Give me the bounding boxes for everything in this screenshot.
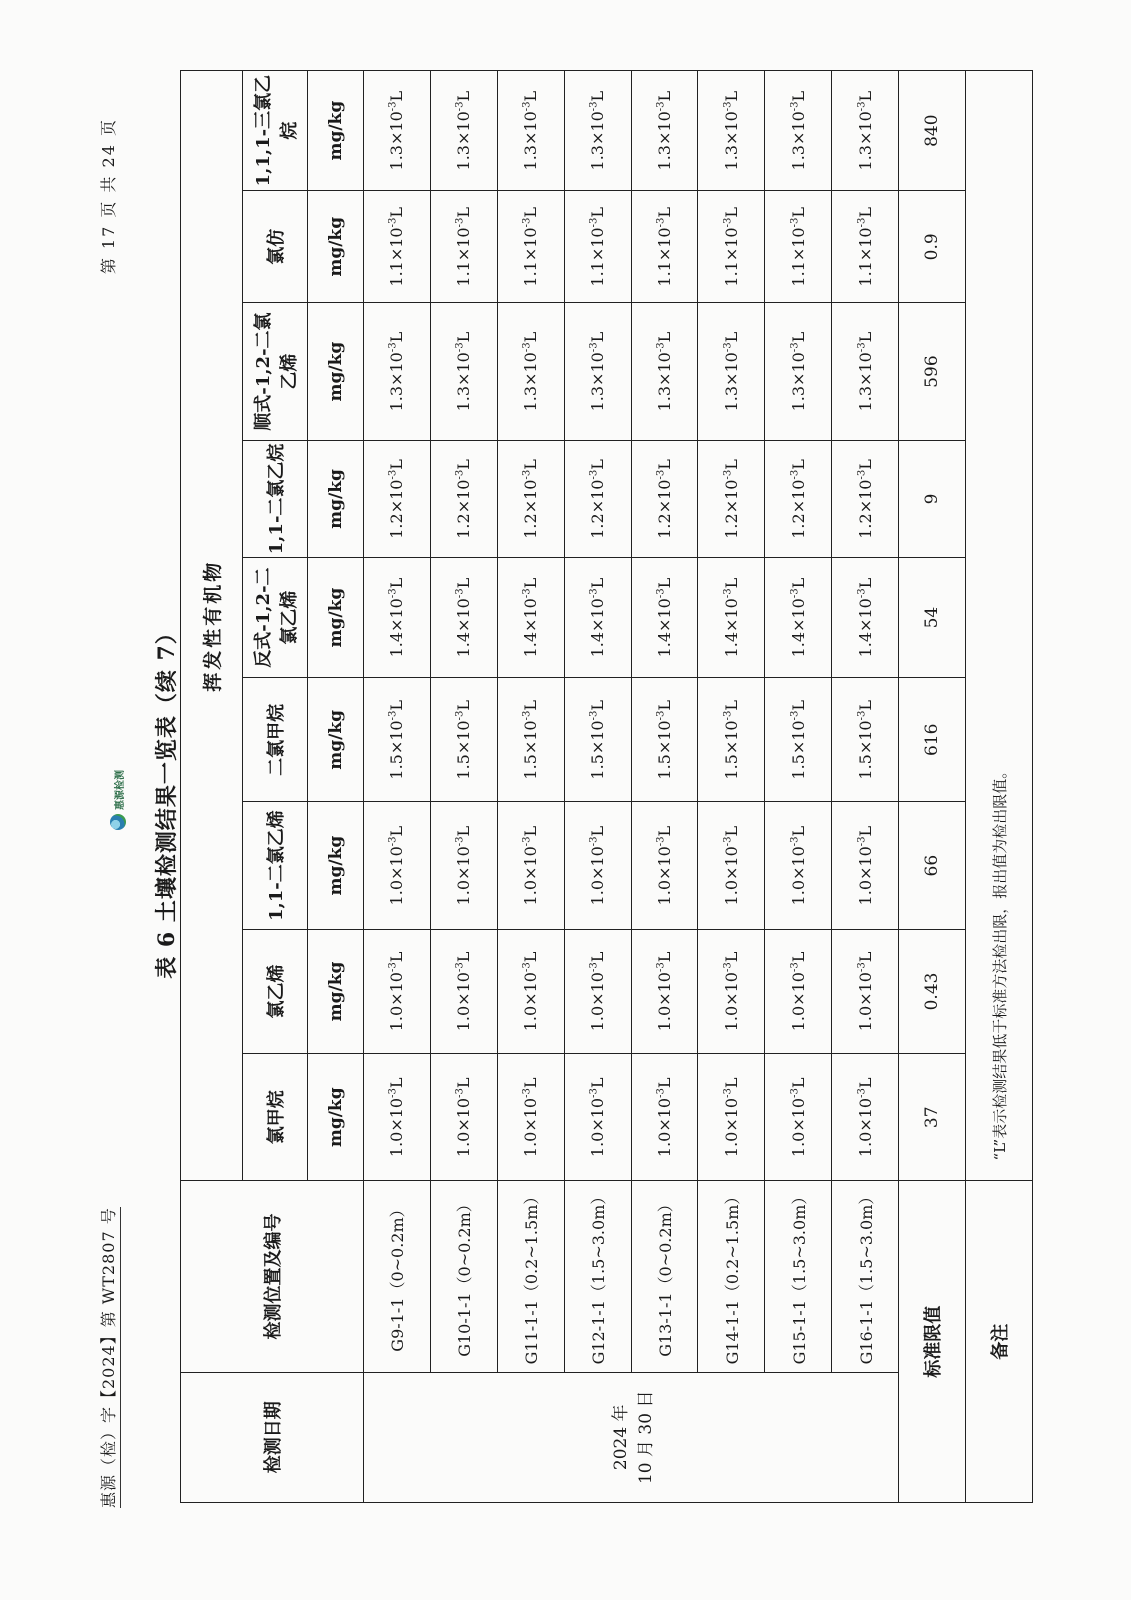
result-value: $1.5\times 10^{-3}L$ [364, 678, 431, 802]
result-value: $1.4\times 10^{-3}L$ [497, 558, 564, 678]
result-value: $1.3\times 10^{-3}L$ [497, 303, 564, 441]
sample-location: G14-1-1（0.2~1.5m） [698, 1181, 765, 1372]
result-value: $1.1\times 10^{-3}L$ [698, 191, 765, 303]
header-analyte: 氯甲烷 [243, 1054, 308, 1181]
header-analyte: 1,1-二氯乙烷 [243, 440, 308, 557]
result-value: $1.3\times 10^{-3}L$ [832, 71, 899, 191]
header-date: 检测日期 [181, 1372, 364, 1502]
result-value: $1.1\times 10^{-3}L$ [564, 191, 631, 303]
result-value: $1.4\times 10^{-3}L$ [564, 558, 631, 678]
result-value: $1.2\times 10^{-3}L$ [698, 440, 765, 557]
result-value: $1.1\times 10^{-3}L$ [832, 191, 899, 303]
result-value: $1.4\times 10^{-3}L$ [698, 558, 765, 678]
result-value: $1.2\times 10^{-3}L$ [832, 440, 899, 557]
result-value: $1.0\times 10^{-3}L$ [765, 929, 832, 1053]
table-row [430, 71, 497, 1503]
header-unit: mg/kg [308, 1054, 364, 1181]
sample-location: G9-1-1（0~0.2m） [364, 1181, 431, 1372]
results-table [180, 70, 1033, 1503]
limit-value: 54 [899, 558, 966, 678]
result-value: $1.4\times 10^{-3}L$ [832, 558, 899, 678]
table-row [497, 71, 564, 1503]
sample-location: G16-1-1（1.5~3.0m） [832, 1181, 899, 1372]
limit-value: 0.9 [899, 191, 966, 303]
header-analyte: 反式-1,2-二氯乙烯 [243, 558, 308, 678]
result-value: $1.5\times 10^{-3}L$ [631, 678, 698, 802]
result-value: $1.3\times 10^{-3}L$ [364, 303, 431, 441]
result-value: $1.5\times 10^{-3}L$ [497, 678, 564, 802]
page-number: 第 17 页 共 24 页 [99, 118, 118, 275]
header-analyte: 1,1-二氯乙烯 [243, 802, 308, 929]
result-value: $1.0\times 10^{-3}L$ [631, 1054, 698, 1181]
header-location: 检测位置及编号 [181, 1181, 364, 1372]
result-value: $1.0\times 10^{-3}L$ [497, 929, 564, 1053]
header-analyte: 1,1,1-三氯乙烷 [243, 71, 308, 191]
result-value: $1.3\times 10^{-3}L$ [765, 303, 832, 441]
table-row [631, 71, 698, 1503]
result-value: $1.1\times 10^{-3}L$ [364, 191, 431, 303]
header-analyte: 氯乙烯 [243, 929, 308, 1053]
result-value: $1.1\times 10^{-3}L$ [765, 191, 832, 303]
header-unit: mg/kg [308, 71, 364, 191]
header-unit: mg/kg [308, 678, 364, 802]
header-category: 挥发性有机物 [181, 71, 243, 1181]
sample-location: G12-1-1（1.5~3.0m） [564, 1181, 631, 1372]
result-value: $1.0\times 10^{-3}L$ [631, 802, 698, 929]
result-value: $1.5\times 10^{-3}L$ [698, 678, 765, 802]
result-value: $1.3\times 10^{-3}L$ [497, 71, 564, 191]
result-value: $1.3\times 10^{-3}L$ [832, 303, 899, 441]
result-value: $1.0\times 10^{-3}L$ [631, 929, 698, 1053]
result-value: $1.0\times 10^{-3}L$ [364, 1054, 431, 1181]
result-value: $1.0\times 10^{-3}L$ [698, 929, 765, 1053]
limit-value: 0.43 [899, 929, 966, 1053]
result-value: $1.3\times 10^{-3}L$ [765, 71, 832, 191]
sampling-date: 2024 年 10 月 30 日 [364, 1372, 899, 1502]
result-value: $1.0\times 10^{-3}L$ [832, 929, 899, 1053]
result-value: $1.3\times 10^{-3}L$ [698, 303, 765, 441]
table-row [564, 71, 631, 1503]
result-value: $1.3\times 10^{-3}L$ [564, 303, 631, 441]
header-analyte: 氯仿 [243, 191, 308, 303]
logo-icon [110, 814, 126, 830]
remark-label: 备注 [966, 1181, 1033, 1503]
result-value: $1.1\times 10^{-3}L$ [631, 191, 698, 303]
result-value: $1.0\times 10^{-3}L$ [497, 1054, 564, 1181]
result-value: $1.4\times 10^{-3}L$ [430, 558, 497, 678]
result-value: $1.0\times 10^{-3}L$ [430, 802, 497, 929]
header-analyte: 顺式-1,2-二氯乙烯 [243, 303, 308, 441]
result-value: $1.0\times 10^{-3}L$ [698, 1054, 765, 1181]
header-unit: mg/kg [308, 558, 364, 678]
result-value: $1.0\times 10^{-3}L$ [430, 1054, 497, 1181]
result-value: $1.4\times 10^{-3}L$ [631, 558, 698, 678]
remark-text: “L”表示检测结果低于标准方法检出限，报出值为检出限值。 [966, 71, 1033, 1181]
result-value: $1.0\times 10^{-3}L$ [765, 802, 832, 929]
result-value: $1.0\times 10^{-3}L$ [564, 929, 631, 1053]
result-value: $1.2\times 10^{-3}L$ [765, 440, 832, 557]
header-unit: mg/kg [308, 303, 364, 441]
result-value: $1.3\times 10^{-3}L$ [698, 71, 765, 191]
result-value: $1.1\times 10^{-3}L$ [430, 191, 497, 303]
sample-location: G11-1-1（0.2~1.5m） [497, 1181, 564, 1372]
table-row [832, 71, 899, 1503]
table-row [698, 71, 765, 1503]
sample-location: G13-1-1（0~0.2m） [631, 1181, 698, 1372]
result-value: $1.3\times 10^{-3}L$ [364, 71, 431, 191]
result-value: $1.0\times 10^{-3}L$ [698, 802, 765, 929]
limit-value: 840 [899, 71, 966, 191]
result-value: $1.4\times 10^{-3}L$ [364, 558, 431, 678]
header-unit: mg/kg [308, 191, 364, 303]
result-value: $1.1\times 10^{-3}L$ [497, 191, 564, 303]
limit-row [899, 71, 966, 1503]
table-title: 表 6 土壤检测结果一览表（续 7） [154, 621, 180, 979]
header-unit: mg/kg [308, 440, 364, 557]
result-value: $1.3\times 10^{-3}L$ [631, 303, 698, 441]
result-value: $1.5\times 10^{-3}L$ [564, 678, 631, 802]
result-value: $1.0\times 10^{-3}L$ [364, 929, 431, 1053]
result-value: $1.0\times 10^{-3}L$ [497, 802, 564, 929]
result-value: $1.2\times 10^{-3}L$ [364, 440, 431, 557]
result-value: $1.3\times 10^{-3}L$ [564, 71, 631, 191]
limit-value: 616 [899, 678, 966, 802]
result-value: $1.0\times 10^{-3}L$ [564, 1054, 631, 1181]
result-value: $1.2\times 10^{-3}L$ [430, 440, 497, 557]
result-value: $1.0\times 10^{-3}L$ [564, 802, 631, 929]
result-value: $1.2\times 10^{-3}L$ [497, 440, 564, 557]
result-value: $1.0\times 10^{-3}L$ [765, 1054, 832, 1181]
result-value: $1.3\times 10^{-3}L$ [430, 71, 497, 191]
sample-location: G10-1-1（0~0.2m） [430, 1181, 497, 1372]
table-row [765, 71, 832, 1503]
result-value: $1.3\times 10^{-3}L$ [631, 71, 698, 191]
report-number: 惠源（检）字【2024】第 WT2807 号 [96, 1207, 121, 1508]
result-value: $1.0\times 10^{-3}L$ [832, 802, 899, 929]
result-value: $1.0\times 10^{-3}L$ [364, 802, 431, 929]
company-logo [110, 770, 126, 830]
result-value: $1.3\times 10^{-3}L$ [430, 303, 497, 441]
result-value: $1.5\times 10^{-3}L$ [832, 678, 899, 802]
result-value: $1.0\times 10^{-3}L$ [430, 929, 497, 1053]
result-value: $1.0\times 10^{-3}L$ [832, 1054, 899, 1181]
remark-row [966, 71, 1033, 1503]
limit-value: 37 [899, 1054, 966, 1181]
result-value: $1.2\times 10^{-3}L$ [564, 440, 631, 557]
table-row [364, 71, 431, 1503]
limit-value: 596 [899, 303, 966, 441]
sample-location: G15-1-1（1.5~3.0m） [765, 1181, 832, 1372]
limit-value: 9 [899, 440, 966, 557]
header-unit: mg/kg [308, 929, 364, 1053]
logo-text: 惠源检测 [114, 770, 126, 810]
header-analyte: 二氯甲烷 [243, 678, 308, 802]
header-unit: mg/kg [308, 802, 364, 929]
result-value: $1.2\times 10^{-3}L$ [631, 440, 698, 557]
result-value: $1.5\times 10^{-3}L$ [430, 678, 497, 802]
limit-value: 66 [899, 802, 966, 929]
result-value: $1.4\times 10^{-3}L$ [765, 558, 832, 678]
result-value: $1.5\times 10^{-3}L$ [765, 678, 832, 802]
limit-label: 标准限值 [899, 1181, 966, 1503]
